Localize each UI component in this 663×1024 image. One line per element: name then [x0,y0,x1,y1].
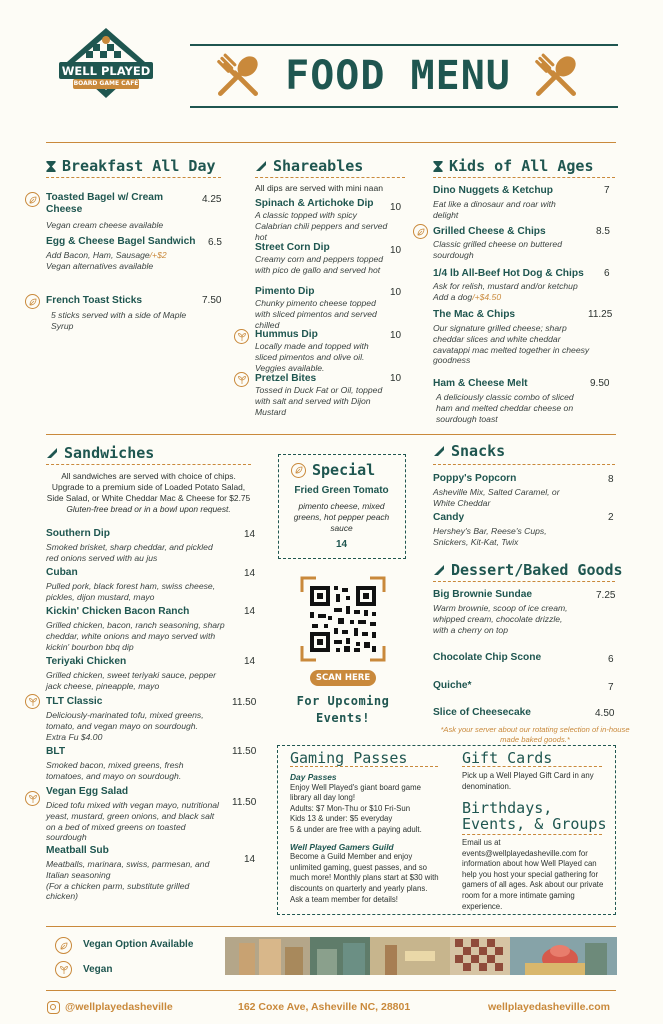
scan-here-button[interactable]: SCAN HERE [310,670,376,686]
footer-address: 162 Coxe Ave, Asheville NC, 28801 [238,1001,411,1013]
qr-code-graphic [300,576,386,662]
item-price: 11.25 [588,309,613,320]
breakfast-rule [46,177,221,178]
events-rule [462,834,602,835]
menu-item: Big Brownie Sundae Warm brownie, scoop of ice cream, whipped cream, chocolate drizzle, with a cherry on top [433,589,568,635]
menu-item: Toasted Bagel w/ Cream Cheese Vegan cream cheese available [46,192,164,230]
header-rule-bottom [190,106,618,108]
gaming-text: Day Passes Enjoy Well Played's giant board game library all day long! Adults: $7 Mon-Thu or $10 Fri-Sun Kids 13 & under: $5 everyday 5 & under are free with a paying adult. Well Played Gamers Guild Become a Guild Member and enjoy unlimited gaming, guest passes, and so much more! Monthly plans start at $30 with discounts on quarterly and yearly plans. Ask a team member for details! [290,772,439,904]
shareables-subtitle: All dips are served with mini naan [255,183,384,193]
kids-rule [433,177,615,178]
snacks-title: Snacks [433,442,505,460]
item-price: 6 [604,268,610,279]
giftcards-text: Pick up a Well Played Gift Card in any denomination. [462,771,594,791]
item-price: 10 [390,373,402,384]
menu-item: Kickin' Chicken Bacon Ranch Grilled chicken, bacon, ranch seasoning, sharp cheddar, white onions and mayo served with kickin' bourbon bbq dip [46,606,225,652]
special-title: Special [291,461,375,479]
menu-item: TLT Classic Deliciously-marinated tofu, mixed greens, tomato, and vegan mayo on sourdough. Extra Fu $4.00 [46,696,204,742]
social-handle[interactable]: @wellplayedasheville [65,1001,173,1013]
vegan-option-icon [25,294,40,309]
menu-item: Southern Dip Smoked brisket, sharp cheddar, and pickled red onions served with au jus [46,528,213,563]
item-price: 8 [608,474,614,485]
menu-item: Cuban Pulled pork, black forest ham, swiss cheese, pickles, dijon mustard, mayo [46,567,216,602]
knife-icon [433,564,445,576]
item-price: 10 [390,330,402,341]
menu-item: Egg & Cheese Bagel Sandwich Add Bacon, Ham, Sausage/+$2 Vegan alternatives available [46,236,196,271]
board-game-illustration [225,937,617,975]
menu-item: Quiche* [433,680,472,691]
header-divider [46,142,616,143]
item-price: 4.25 [202,194,222,205]
knife-icon [46,447,58,459]
events-title: Birthdays, Events, & Groups [462,799,607,833]
menu-item: Grilled Cheese & Chips Classic grilled cheese on buttered sourdough [433,226,562,260]
shareables-rule [255,177,405,178]
special-price: 14 [335,539,348,550]
dessert-title: Dessert/Baked Goods [433,561,623,579]
footer-divider [46,990,616,991]
menu-item: Meatball Sub Meatballs, marinara, swiss, parmesan, and Italian seasoning (For a chicken parm, substitute grilled chicken) [46,845,210,902]
utensils-icon-right [532,52,580,100]
footer-website[interactable]: wellplayedasheville.com [488,1001,610,1013]
item-price: 7 [604,185,610,196]
giftcards-rule [462,766,602,767]
item-price: 9.50 [590,378,610,389]
utensils-icon-left [214,52,262,100]
menu-item: Spinach & Artichoke Dip A classic topped with spicy Calabrian chili peppers and served hot [255,198,388,242]
dessert-rule [433,581,615,582]
sandwiches-intro: All sandwiches are served with choice of chips. Upgrade to a premium side of Loaded Potato Salad, Side Salad, or White Cheddar Mac & Cheese for $2.75 Gluten-free bread or in a bowl upon request. [46,471,251,514]
item-price: 11.50 [232,797,257,808]
sandwiches-title: Sandwiches [46,444,154,462]
vegan-option-icon [55,937,72,954]
menu-item: Ham & Cheese Melt A deliciously classic combo of sliced ham and melted cheddar cheese on sourdough toast [433,378,574,424]
menu-item: Vegan Egg Salad Diced tofu mixed with vegan mayo, nutritional yeast, mustard, green onions, and black salt on a bed of mixed greens on toasted sourdough [46,786,219,843]
item-price: 14 [244,656,256,667]
logo-tagline: BOARD GAME CAFÉ [73,80,139,87]
vegan-icon [55,961,72,978]
instagram-icon[interactable] [47,1001,60,1014]
illustration-graphic [225,937,617,975]
menu-item: Street Corn Dip Creamy corn and peppers topped with pico de gallo and served hot [255,242,384,275]
snacks-rule [433,464,615,465]
vegan-icon [234,329,249,344]
vegan-option-icon [25,192,40,207]
vegan-icon [234,372,249,387]
legend-vegan-option: Vegan Option Available [83,939,194,950]
gaming-rule [290,766,438,767]
knife-icon [433,445,445,457]
menu-item: Teriyaki Chicken Grilled chicken, sweet teriyaki sauce, pepper jack cheese, pineapple, mayo [46,656,217,691]
item-price: 14 [244,568,256,579]
menu-item: Candy Hershey's Bar, Reese's Cups, Snickers, Kit-Kat, Twix [433,512,547,547]
menu-item: BLT Smoked bacon, mixed greens, fresh tomatoes, and mayo on sourdough. [46,746,184,781]
gaming-title: Gaming Passes [290,749,408,767]
logo [55,26,157,100]
breakfast-title: Breakfast All Day [46,157,216,175]
logo-name: WELL PLAYED [61,64,151,78]
hourglass-icon [46,161,56,172]
menu-item: Chocolate Chip Scone [433,652,542,663]
knife-icon [255,160,267,172]
item-price: 7.50 [202,295,222,306]
item-price: 11.50 [232,697,257,708]
special-box [278,454,406,559]
item-price: 10 [390,202,402,213]
kids-title: Kids of All Ages [433,157,594,175]
menu-item: The Mac & Chips Our signature grilled cheese; sharp cheddar slices and white cheddar cavatappi mac melted together in cheesy goodness [433,309,590,366]
menu-item: Poppy's Popcorn Asheville Mix, Salted Caramel, or White Cheddar [433,473,560,508]
events-text: Email us at events@wellplayedasheville.com for information about how Well Played can help you host your special gathering for gamers of all ages. Ask about our private room for a more intimate gaming experience. [462,838,604,911]
item-price: 10 [390,245,402,256]
vegan-icon [25,694,40,709]
item-price: 14 [244,606,256,617]
special-name: Fried Green Tomato [294,485,389,496]
item-price: 2 [608,512,614,523]
menu-item: Pretzel Bites Tossed in Duck Fat or Oil, topped with salt and served with Dijon Mustard [255,373,383,417]
qr-caption: For Upcoming Events! [296,694,390,725]
sandwiches-rule [46,464,251,465]
item-price: 6 [608,654,614,665]
header-rule-top [190,44,618,46]
menu-item: Hummus Dip Locally made and topped with sliced pimentos and olive oil. Veggies available. [255,329,369,373]
item-price: 4.50 [595,708,615,719]
vegan-option-icon [413,224,428,239]
qr-code[interactable] [300,576,386,662]
item-price: 8.5 [596,226,610,237]
vegan-icon [25,791,40,806]
special-desc: pimento cheese, mixed greens, hot pepper peach sauce [293,501,390,533]
legend-vegan: Vegan [83,964,113,975]
item-price: 14 [244,529,256,540]
item-price: 11.50 [232,746,257,757]
hourglass-icon [433,161,443,172]
menu-item: Pimento Dip Chunky pimento cheese topped with sliced pimentos and served chilled [255,286,377,330]
item-price: 6.5 [208,237,222,248]
menu-item: French Toast Sticks 5 sticks served with a side of Maple Syrup [46,295,187,331]
logo-badge-graphic [55,26,157,100]
menu-item: Dino Nuggets & Ketchup Eat like a dinosaur and roar with delight [433,185,556,220]
menu-item: 1/4 lb All-Beef Hot Dog & Chips Ask for relish, mustard and/or ketchup Add a dog/+$4.50 [433,268,584,302]
page-title: FOOD MENU [285,53,511,99]
giftcards-title: Gift Cards [462,749,553,767]
vegan-option-icon [291,463,306,478]
legend-divider [46,926,616,927]
item-price: 14 [244,854,256,865]
menu-item: Slice of Cheesecake [433,707,531,718]
item-price: 7.25 [596,590,616,601]
section-divider [46,434,616,435]
dessert-note: *Ask your server about our rotating selection of in-house made baked goods.* [440,725,630,744]
shareables-title: Shareables [255,157,363,175]
item-price: 10 [390,287,402,298]
item-price: 7 [608,682,614,693]
